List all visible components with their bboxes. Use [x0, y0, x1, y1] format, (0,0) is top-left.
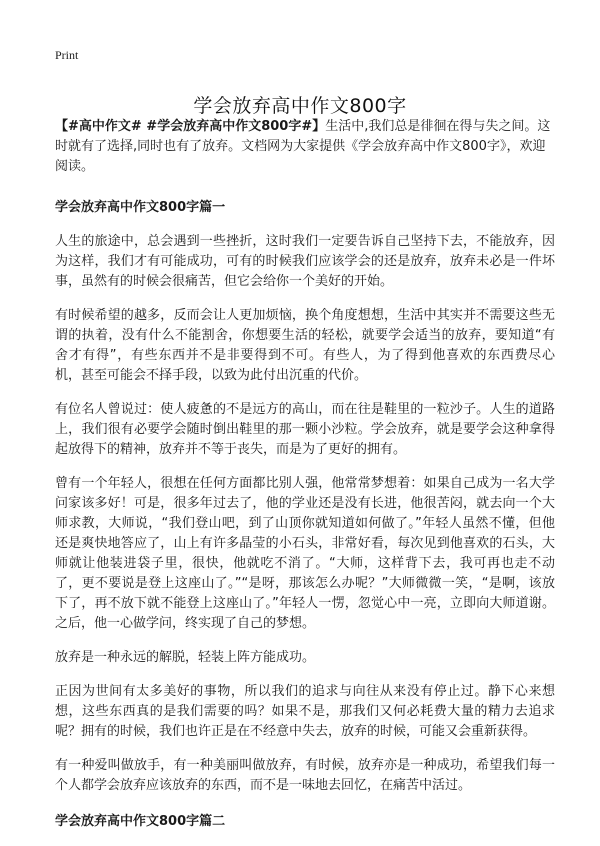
intro-paragraph — [55, 117, 555, 177]
intro-tag: 【#高中作文# #学会放弃高中作文800字#】 — [55, 119, 326, 134]
paragraph: 正因为世间有太多美好的事物，所以我们的追求与向往从来没有停止过。静下心来想想，这些东西真的是我们需要的吗？如果不是，那我们又何必耗费大量的精力去追求呢？拥有的时候，我们也许正是在不经意中失去，放弃的时候，可能又会重新获得。 — [55, 684, 555, 739]
paragraph: 人生的旅途中，总会遇到一些挫折，这时我们一定要告诉自己坚持下去，不能放弃，因为这样，我们才有可能成功，可有的时候我们应该学会的还是放弃，放弃未必是一件坏事，虽然有的时候会很痛苦，但它会给你一个美好的开始。 — [55, 234, 555, 289]
document-title: 学会放弃高中作文800字 — [193, 94, 407, 117]
paragraph: 有位名人曾说过：使人疲惫的不是远方的高山，而在往是鞋里的一粒沙子。人生的道路上，我们很有必要学会随时倒出鞋里的那一颗小沙粒。学会放弃，就是要学会这种拿得起放得下的精神，放弃并不等于丧失，而是为了更好的拥有。 — [55, 402, 555, 457]
document-body — [55, 117, 555, 846]
paragraph: 曾有一个年轻人，很想在任何方面都比别人强，他常常梦想着：如果自己成为一名大学问家该多好！可是，很多年过去了，他的学业还是没有长进，他很苦闷，就去向一个大师求教，大师说，“我们登山吧，到了山顶你就知道如何做了。”年轻人虽然不懂，但他还是爽快地答应了，山上有许多晶莹的小石头，非常好看，每次见到他喜欢的石头，大师就让他装进袋子里，很快，他就吃不消了。“大师，这样背下去，我可再也走不动了，更不要说是登上这座山了。”“是呀，那该怎么办呢？”大师微微一笑，“是啊，该放下了，再不放下就不能登上这座山了。”年轻人一愣，忽觉心中一亮，立即向大师道谢。之后，他一心做学问，终实现了自己的梦想。 — [55, 476, 555, 631]
print-label: Print — [55, 48, 79, 62]
intro-text: 生活中,我们总是徘徊在得与失之间。这时就有了选择,同时也有了放弃。文档网为大家提供《学会放弃高中作文800字》，欢迎阅读。 — [55, 119, 551, 174]
paragraph: 放弃是一种永远的解脱，轻装上阵方能成功。 — [55, 650, 316, 665]
section-heading-1: 学会放弃高中作文800字篇一 — [55, 200, 226, 215]
section-heading-2: 学会放弃高中作文800字篇二 — [55, 814, 226, 829]
paragraph: 有时候希望的越多，反而会让人更加烦恼，换个角度想想，生活中其实并不需要这些无谓的执着，没有什么不能割舍，你想要生活的轻松，就要学会适当的放弃，要知道“有舍才有得”，有些东西并不是非要得到不可。有些人，为了得到他喜欢的东西费尽心机，甚至可能会不择手段，以致为此付出沉重的代价。 — [55, 308, 555, 383]
paragraph: 有一种爱叫做放手，有一种美丽叫做放弃，有时候，放弃亦是一种成功，希望我们每一个人都学会放弃应该放弃的东西，而不是一味地去回忆，在痛苦中活过。 — [55, 758, 555, 793]
